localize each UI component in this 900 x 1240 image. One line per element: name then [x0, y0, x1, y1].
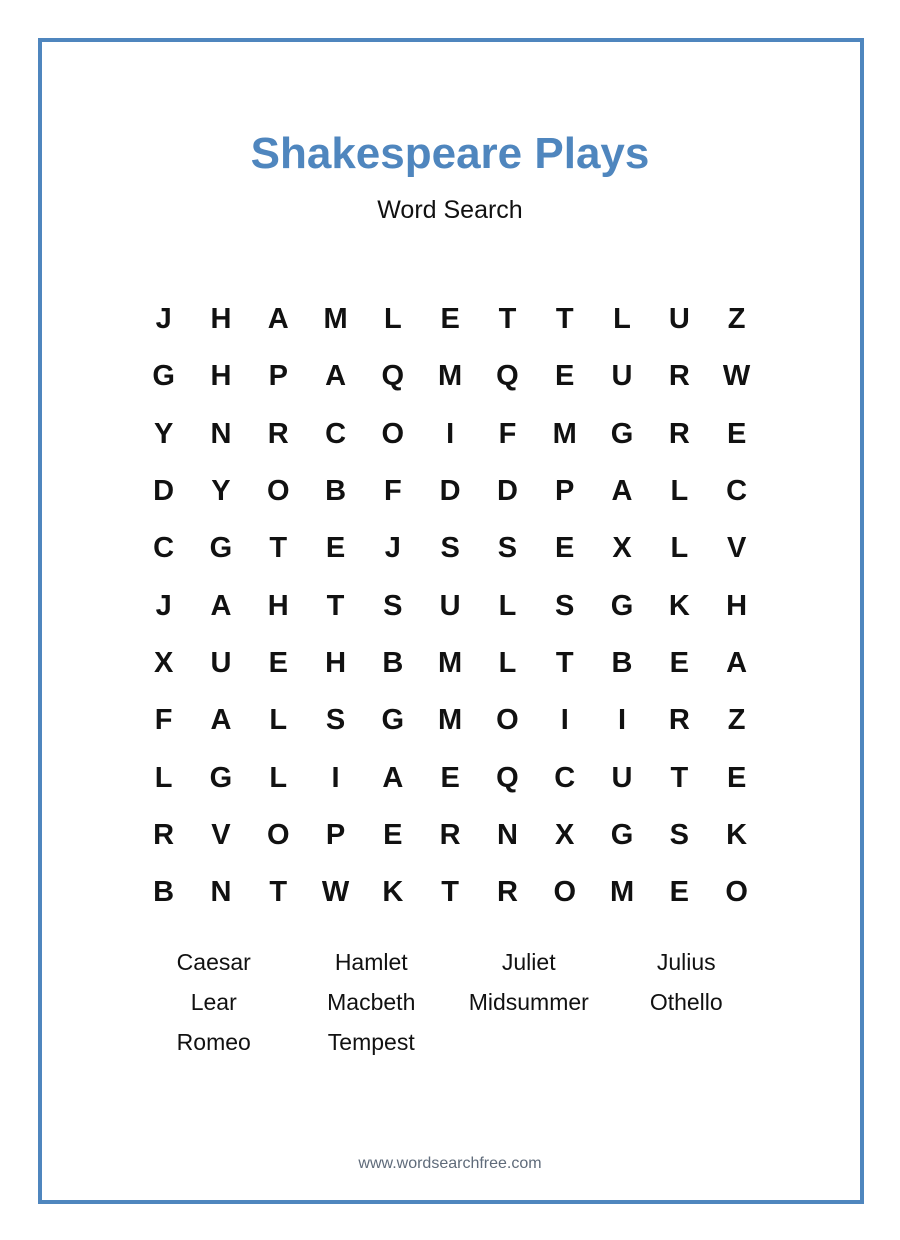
grid-cell: O: [266, 475, 290, 508]
grid-cell: E: [555, 532, 575, 565]
word-list-item: Caesar: [176, 949, 251, 975]
word-list: [135, 942, 765, 1062]
grid-cell: H: [210, 360, 232, 393]
grid-cell: G: [610, 417, 634, 450]
grid-cell: O: [725, 876, 748, 909]
grid-cell: O: [496, 704, 519, 737]
grid-cell: S: [669, 818, 689, 851]
grid-cell: E: [669, 876, 689, 909]
grid-cell: L: [498, 646, 517, 679]
grid-cell: R: [668, 360, 690, 393]
grid-cell: A: [726, 646, 748, 679]
grid-cell: J: [155, 589, 172, 622]
grid-cell: C: [153, 532, 175, 565]
word-list-item: Othello: [649, 989, 723, 1015]
grid-cell: T: [326, 589, 345, 622]
grid-cell: M: [438, 360, 463, 393]
grid-cell: R: [668, 704, 690, 737]
grid-cell: U: [668, 303, 690, 336]
grid-cell: M: [323, 303, 348, 336]
grid-cell: D: [439, 475, 461, 508]
grid-cell: T: [555, 646, 574, 679]
grid-cell: H: [325, 646, 347, 679]
grid-cell: B: [325, 475, 347, 508]
grid-cell: T: [670, 761, 689, 794]
grid-cell: A: [267, 303, 289, 336]
grid-cell: C: [325, 417, 347, 450]
grid-cell: X: [153, 646, 174, 679]
grid-cell: H: [726, 589, 748, 622]
grid-cell: E: [726, 417, 747, 450]
grid-cell: K: [726, 818, 748, 851]
grid-cell: Q: [381, 360, 405, 393]
grid-cell: N: [210, 417, 232, 450]
grid-cell: L: [269, 761, 288, 794]
grid-cell: F: [154, 704, 173, 737]
grid-cell: Q: [496, 761, 519, 794]
word-list-item: Macbeth: [327, 989, 416, 1015]
grid-cell: E: [726, 761, 747, 794]
grid-cell: U: [439, 589, 461, 622]
grid-cell: M: [609, 876, 635, 909]
grid-cell: U: [611, 761, 633, 794]
grid-cell: R: [439, 818, 461, 851]
grid-cell: K: [668, 589, 690, 622]
grid-cell: Y: [211, 475, 231, 508]
grid-cell: O: [266, 818, 290, 851]
grid-cell: Q: [496, 360, 519, 393]
grid-cell: U: [210, 646, 232, 679]
grid-cell: T: [555, 303, 574, 336]
grid-cell: V: [726, 532, 747, 565]
grid-cell: A: [210, 704, 232, 737]
grid-cell: I: [617, 704, 627, 737]
grid-cell: S: [325, 704, 346, 737]
grid-cell: R: [267, 417, 289, 450]
grid-cell: A: [382, 761, 404, 794]
grid-cell: I: [560, 704, 569, 737]
grid-cell: L: [670, 475, 689, 508]
grid-cell: E: [669, 646, 689, 679]
grid-cell: S: [497, 532, 518, 565]
grid-cell: L: [670, 532, 689, 565]
grid-cell: K: [382, 876, 404, 909]
grid-cell: Z: [727, 704, 746, 737]
word-list-item: Lear: [190, 989, 237, 1015]
word-list-item: Midsummer: [468, 989, 589, 1015]
grid-cell: T: [441, 876, 459, 909]
grid-cell: E: [268, 646, 288, 679]
grid-cell: P: [325, 818, 346, 851]
grid-cell: S: [383, 589, 403, 622]
grid-cell: R: [496, 876, 518, 909]
grid-cell: I: [446, 417, 455, 450]
grid-cell: A: [210, 589, 232, 622]
grid-cell: S: [555, 589, 575, 622]
page-subtitle: Word Search: [377, 196, 523, 224]
grid-cell: T: [269, 876, 288, 909]
grid-cell: T: [498, 303, 517, 336]
grid-cell: L: [613, 303, 631, 336]
grid-cell: E: [440, 303, 460, 336]
grid-cell: M: [438, 704, 463, 737]
grid-cell: H: [267, 589, 289, 622]
footer-url: www.wordsearchfree.com: [358, 1155, 542, 1172]
grid-cell: E: [325, 532, 346, 565]
grid-cell: S: [440, 532, 460, 565]
grid-cell: P: [268, 360, 288, 393]
grid-cell: L: [269, 704, 288, 737]
grid-cell: J: [384, 532, 401, 565]
word-list-item: Juliet: [501, 949, 556, 975]
grid-cell: G: [209, 761, 233, 794]
grid-cell: F: [498, 417, 517, 450]
grid-cell: B: [611, 646, 633, 679]
page-title: Shakespeare Plays: [250, 129, 650, 178]
grid-cell: X: [612, 532, 632, 565]
grid-cell: V: [211, 818, 231, 851]
grid-cell: E: [440, 761, 460, 794]
grid-cell: Z: [727, 303, 746, 336]
grid-cell: W: [722, 360, 751, 393]
grid-cell: A: [325, 360, 347, 393]
word-list-item: Romeo: [176, 1029, 251, 1055]
grid-cell: G: [381, 704, 405, 737]
letter-grid: [135, 291, 765, 921]
grid-cell: B: [382, 646, 404, 679]
grid-cell: L: [498, 589, 517, 622]
grid-cell: L: [154, 761, 173, 794]
grid-cell: D: [496, 475, 518, 508]
grid-cell: A: [611, 475, 633, 508]
word-list-item: Tempest: [327, 1029, 415, 1055]
grid-cell: I: [331, 761, 340, 794]
grid-cell: C: [554, 761, 576, 794]
grid-cell: O: [381, 417, 405, 450]
grid-cell: E: [555, 360, 575, 393]
grid-cell: T: [269, 532, 288, 565]
grid-cell: H: [210, 303, 232, 336]
grid-cell: B: [153, 876, 175, 909]
grid-cell: N: [496, 818, 518, 851]
grid-cell: E: [383, 818, 403, 851]
grid-cell: G: [152, 360, 175, 393]
grid-cell: L: [383, 303, 402, 336]
grid-cell: W: [321, 876, 350, 909]
grid-cell: Y: [153, 417, 174, 450]
grid-cell: G: [209, 532, 233, 565]
grid-cell: P: [555, 475, 575, 508]
grid-cell: R: [153, 818, 175, 851]
grid-cell: N: [210, 876, 232, 909]
grid-cell: D: [153, 475, 175, 508]
word-list-item: Hamlet: [334, 949, 408, 975]
grid-cell: U: [611, 360, 633, 393]
grid-cell: M: [552, 417, 577, 450]
grid-cell: M: [438, 646, 463, 679]
grid-cell: R: [668, 417, 690, 450]
grid-cell: O: [553, 876, 576, 909]
grid-cell: G: [610, 589, 634, 622]
grid-cell: C: [726, 475, 748, 508]
grid-cell: G: [610, 818, 634, 851]
grid-cell: X: [555, 818, 575, 851]
word-list-item: Julius: [656, 949, 716, 975]
grid-cell: F: [383, 475, 402, 508]
grid-cell: J: [155, 303, 172, 336]
